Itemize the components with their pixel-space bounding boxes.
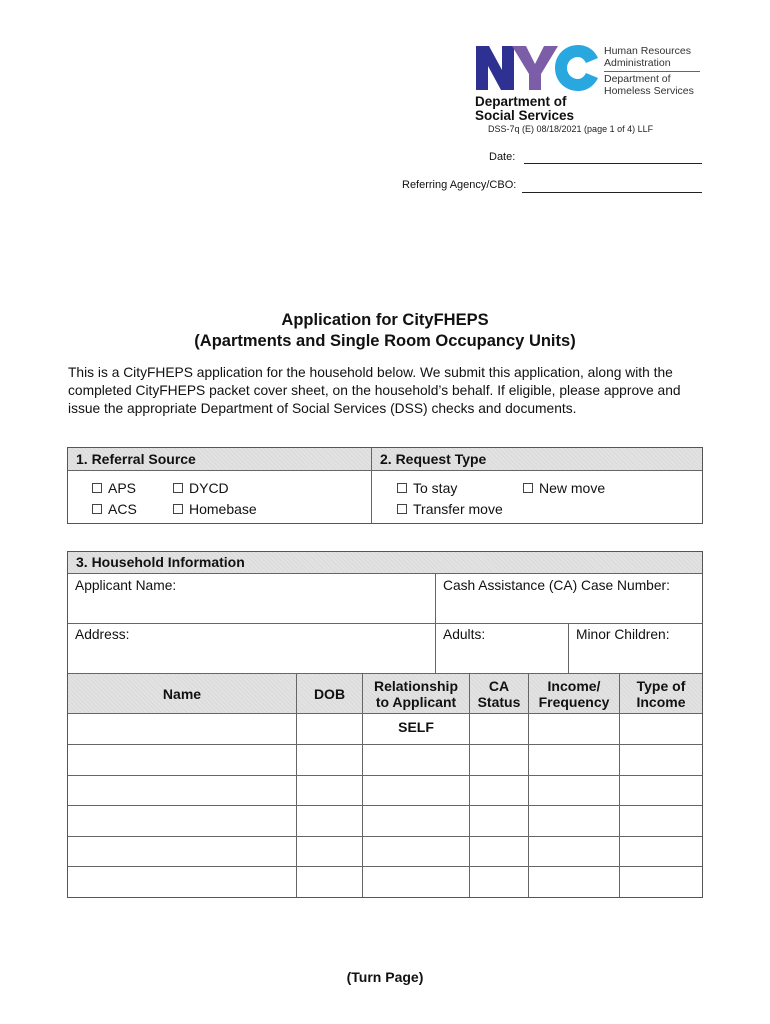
to-stay-checkbox[interactable]: [397, 483, 407, 493]
logo-letter-y: [512, 46, 558, 90]
rule: [568, 624, 569, 673]
ca-case-number-label: Cash Assistance (CA) Case Number:: [443, 578, 670, 593]
rule: [296, 674, 297, 897]
rule: [68, 744, 702, 745]
new-move-checkbox[interactable]: [523, 483, 533, 493]
nyc-logo: [474, 44, 602, 92]
option-dycd[interactable]: DYCD: [173, 479, 229, 497]
rule: [469, 674, 470, 897]
col-relationship-header: Relationship to Applicant: [373, 677, 458, 710]
option-homebase[interactable]: Homebase: [173, 500, 257, 518]
rule: [619, 674, 620, 897]
aps-checkbox[interactable]: [92, 483, 102, 493]
transfer-move-checkbox[interactable]: [397, 504, 407, 514]
col-type-income-header: Type of Income: [636, 677, 686, 710]
title-line-1: Application for CityFHEPS: [281, 311, 489, 329]
section-divider: [371, 448, 372, 523]
rule: [68, 836, 702, 837]
option-transfer-move[interactable]: Transfer move: [397, 500, 503, 518]
logo-letter-n: [476, 46, 514, 90]
document-code: DSS-7q (E) 08/18/2021 (page 1 of 4) LLF: [488, 124, 654, 134]
col-name-header: Name: [162, 685, 202, 702]
rule: [68, 713, 702, 714]
col-ca-status-header: CA Status: [477, 677, 521, 710]
option-acs[interactable]: ACS: [92, 500, 137, 518]
household-info-header: 3. Household Information: [68, 552, 702, 573]
intro-paragraph: This is a CityFHEPS application for the household below. We submit this application, along with the completed CityFHEPS packet cover sheet, on the household’s behalf. If eligible, please approve and issue the appropriate Department of Social Services (DSS) checks and documents.: [68, 365, 681, 416]
request-type-header: 2. Request Type: [372, 448, 702, 470]
date-label: Date:: [489, 151, 516, 163]
acs-checkbox[interactable]: [92, 504, 102, 514]
rule: [68, 805, 702, 806]
hra-label: Human Resources Administration: [604, 45, 691, 69]
col-income-header: Income/ Frequency: [538, 677, 610, 710]
rule: [68, 623, 702, 624]
referring-agency-label: Referring Agency/CBO:: [402, 179, 517, 191]
date-field[interactable]: [524, 163, 702, 164]
adults-label: Adults:: [443, 627, 486, 642]
referring-agency-field[interactable]: [522, 192, 702, 193]
dss-name: Department of Social Services: [475, 94, 575, 123]
title-line-2: (Apartments and Single Room Occupancy Units): [194, 332, 576, 350]
rule: [362, 674, 363, 897]
dycd-checkbox[interactable]: [173, 483, 183, 493]
rule: [68, 775, 702, 776]
address-label: Address:: [75, 627, 130, 642]
logo-divider: [604, 71, 700, 72]
header-underline: [68, 470, 702, 471]
option-aps[interactable]: APS: [92, 479, 136, 497]
page-title: [0, 310, 770, 352]
rule: [68, 866, 702, 867]
minor-children-label: Minor Children:: [576, 627, 670, 642]
applicant-name-label: Applicant Name:: [75, 578, 177, 593]
turn-page-note: (Turn Page): [346, 969, 424, 985]
rule: [528, 674, 529, 897]
logo-letter-c: [555, 45, 598, 91]
self-cell: SELF: [398, 719, 434, 735]
dhs-label: Department of Homeless Services: [604, 73, 694, 97]
rule: [68, 573, 702, 574]
option-to-stay[interactable]: To stay: [397, 479, 457, 497]
option-new-move[interactable]: New move: [523, 479, 605, 497]
col-dob-header: DOB: [313, 685, 346, 702]
referral-source-header: 1. Referral Source: [68, 448, 371, 470]
homebase-checkbox[interactable]: [173, 504, 183, 514]
